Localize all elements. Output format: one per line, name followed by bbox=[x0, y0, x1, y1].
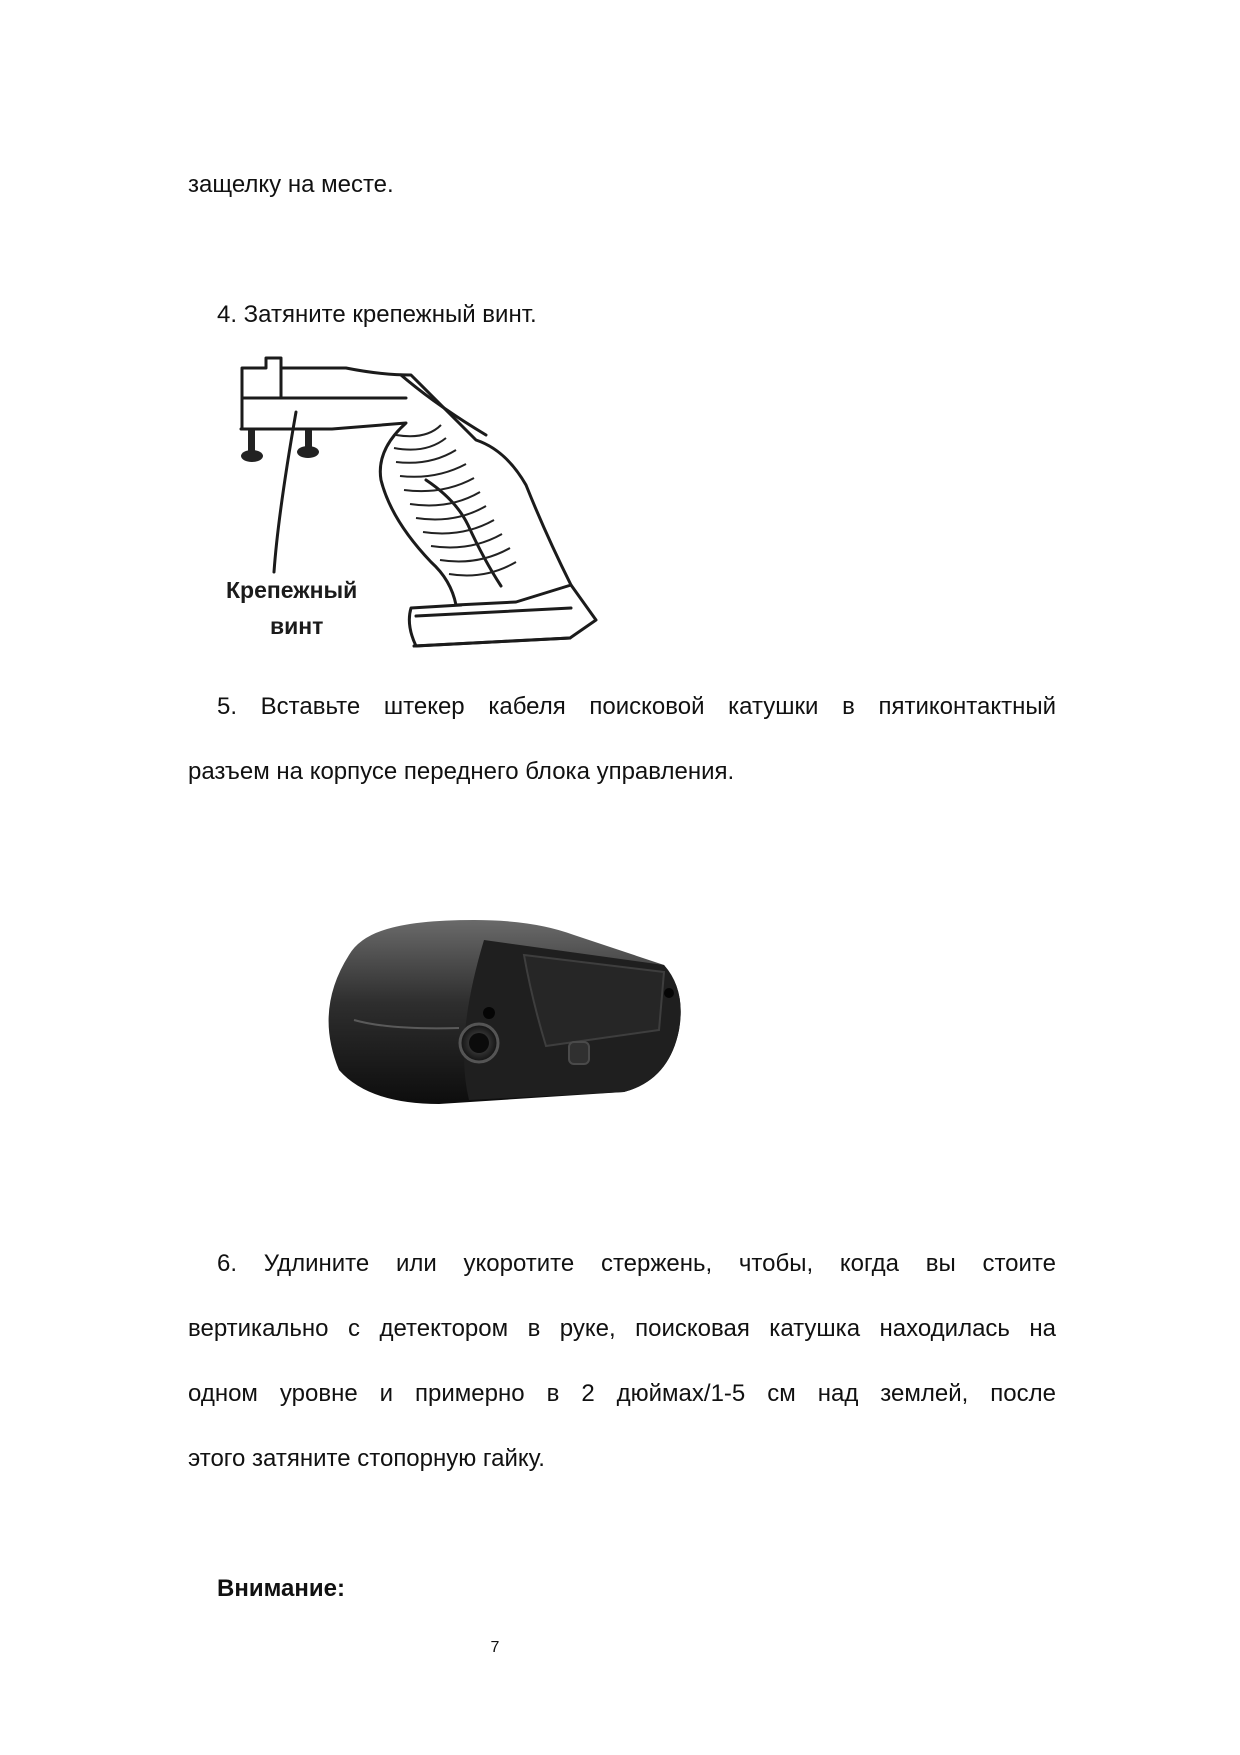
screw-label-line2: винт bbox=[270, 613, 324, 639]
screw-label-line1: Крепежный bbox=[226, 577, 358, 603]
step-6-line-2: вертикально с детектором в руке, поисковая катушка находилась на bbox=[188, 1315, 1056, 1342]
step-5-line-1: 5. Вставьте штекер кабеля поисковой катушки в пятиконтактный bbox=[217, 693, 1056, 720]
step-6-line-3: одном уровне и примерно в 2 дюймах/1-5 см над землей, после bbox=[188, 1380, 1056, 1407]
step-6-line-1: 6. Удлините или укоротите стержень, чтобы, когда вы стоите bbox=[217, 1250, 1056, 1277]
text-line-latch: защелку на месте. bbox=[188, 171, 394, 198]
screw-handle-figure bbox=[226, 350, 676, 660]
page-number: 7 bbox=[490, 1639, 500, 1656]
step-6-line-4: этого затяните стопорную гайку. bbox=[188, 1445, 545, 1472]
step-5-line-2: разъем на корпусе переднего блока управления. bbox=[188, 758, 735, 785]
warning-heading: Внимание: bbox=[217, 1575, 345, 1602]
step-4-text: 4. Затяните крепежный винт. bbox=[217, 301, 537, 328]
control-unit-connector-figure bbox=[324, 920, 684, 1105]
